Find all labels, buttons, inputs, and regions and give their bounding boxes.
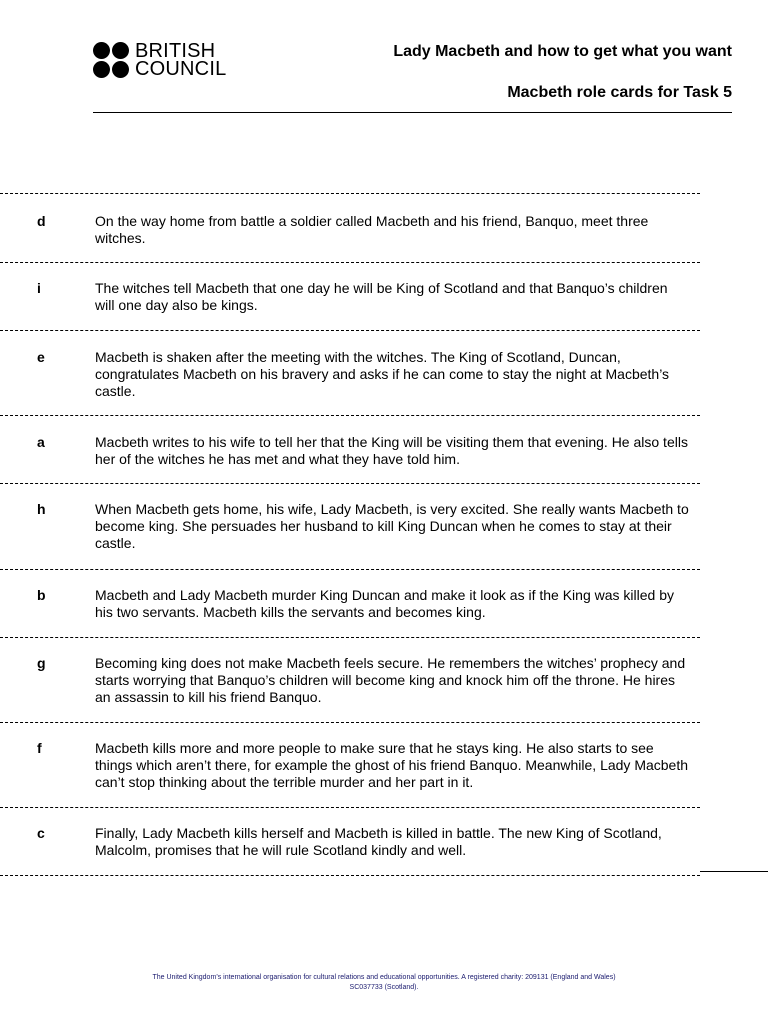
card-letter: i [37,280,41,296]
footer [0,973,768,993]
footer-line-2: SC037733 (Scotland). [349,984,419,991]
header-divider [93,112,732,113]
card-letter: c [37,825,45,841]
card-letter: e [37,349,45,365]
role-card [0,416,700,483]
footer-line-1: The United Kingdom’s international organisation for cultural relations and educational opportunities. A registered charity: 209131 (England and Wales) [152,974,616,981]
role-card [0,808,700,875]
role-card [0,723,700,807]
card-text: Macbeth and Lady Macbeth murder King Duncan and make it look as if the King was killed by his two servants. Macbeth kills the servants and becomes king. [95,587,674,620]
card-letter: g [37,655,46,671]
role-card [0,263,700,330]
logo-line-2: COUNCIL [135,58,227,80]
role-cards [0,193,700,876]
card-text: Becoming king does not make Macbeth feels secure. He remembers the witches’ prophecy and starts worrying that Banquo’s children will become king and knock him off the throne. He hires an assassin to kill his friend Banquo. [95,655,686,705]
card-text: The witches tell Macbeth that one day he will be King of Scotland and that Banquo’s children will one day also be kings. [95,280,668,313]
logo-dots-icon [93,42,129,78]
role-card [0,570,700,637]
card-text: When Macbeth gets home, his wife, Lady Macbeth, is very excited. She really wants Macbeth to become king. She persuades her husband to kill King Duncan when he comes to stay at their castle. [95,501,689,551]
card-letter: h [37,501,46,517]
page-title: Lady Macbeth and how to get what you want [393,43,732,60]
card-text: Finally, Lady Macbeth kills herself and Macbeth is killed in battle. The new King of Scotland, Malcolm, promises that he will rule Scotland kindly and well. [95,825,662,858]
card-letter: b [37,587,46,603]
card-letter: a [37,434,45,450]
role-card [0,331,700,415]
role-card [0,194,700,262]
british-council-logo [93,42,226,78]
card-text: On the way home from battle a soldier called Macbeth and his friend, Banquo, meet three witches. [95,213,649,246]
cut-line-tail [700,871,768,872]
logo-line-1: BRITISH [135,40,216,62]
card-text: Macbeth kills more and more people to make sure that he stays king. He also starts to see things which aren’t there, for example the ghost of his friend Banquo. Meanwhile, Lady Macbeth can’t stop thinking about the terrible murder and her part in it. [95,740,689,790]
card-letter: f [37,740,42,756]
role-card [0,638,700,722]
card-text: Macbeth writes to his wife to tell her that the King will be visiting them that evening. He also tells her of the witches he has met and what they have told him. [95,434,688,467]
card-text: Macbeth is shaken after the meeting with the witches. The King of Scotland, Duncan, congratulates Macbeth on his bravery and asks if he can come to stay the night at Macbeth’s castle. [95,349,670,399]
logo-wordmark [135,42,226,78]
page-subtitle: Macbeth role cards for Task 5 [507,84,732,101]
card-letter: d [37,213,46,229]
cut-line [0,875,700,876]
role-card [0,484,700,569]
